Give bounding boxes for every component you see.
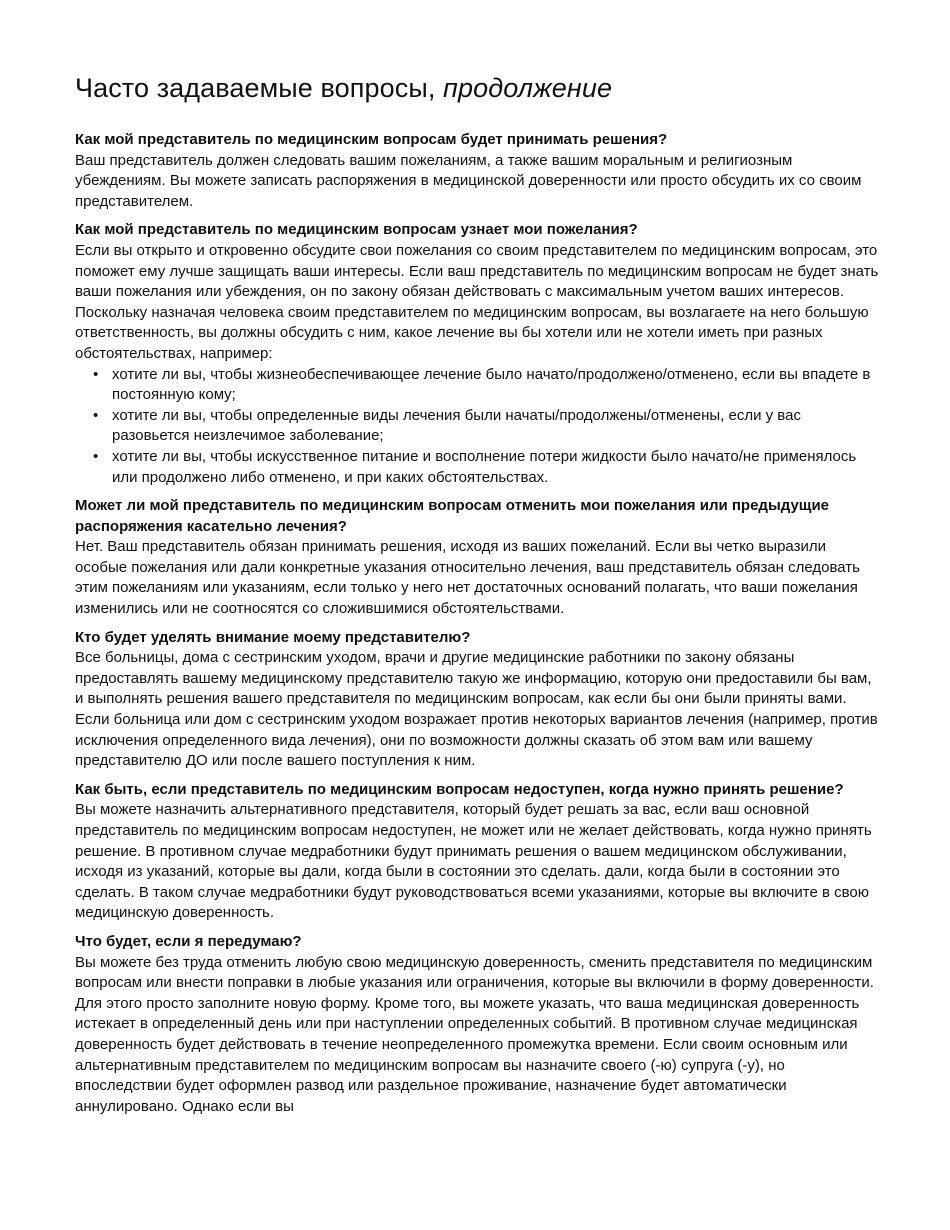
document-page — [75, 70, 880, 1125]
faq-answer: Вы можете назначить альтернативного представителя, который будет решать за вас, если ваш основной представитель по медицинским вопросам недоступен, не может или не желает действовать, когда нужно принять решение. В противном случае медработники будут принимать решения о вашем медицинском обслуживании, исходя из указаний, которые вы дали, когда были в состоянии это сделать. дали, когда были в состоянии это сделать. В таком случае медработники будут руководствоваться всеми указаниями, которые вы включите в свою медицинскую доверенность. — [75, 801, 872, 922]
faq-section-override — [75, 496, 880, 620]
bullet-list — [75, 365, 880, 489]
list-item-text: хотите ли вы, чтобы искусственное питание и восполнение потери жидкости было начато/не применялось или продолжено либо отменено, и при каких обстоятельствах. — [112, 447, 857, 486]
list-item-text: хотите ли вы, чтобы определенные виды лечения были начаты/продолжены/отменены, если у вас разовьется неизлечимое заболевание; — [112, 406, 801, 445]
list-item — [93, 365, 880, 406]
faq-answer: Вы можете без труда отменить любую свою медицинскую доверенность, сменить представителя по медицинским вопросам или внести поправки в любые указания или ограничения, которые вы включили в форму доверенности. Для этого просто заполните новую форму. Кроме того, вы можете указать, что ваша медицинская доверенность истекает в определенный день или при наступлении определенных событий. В противном случае медицинская доверенность будет действовать в течение неопределенного промежутка времени. Если своим основным или альтернативным представителем по медицинским вопросам вы назначите своего (-ю) супруга (-у), но впоследствии будет оформлен развод или раздельное проживание, назначение будет автоматически аннулировано. Однако если вы — [75, 953, 874, 1115]
faq-section-wishes — [75, 220, 880, 488]
page-title — [75, 70, 880, 106]
faq-question: Как мой представитель по медицинским вопросам будет принимать решения? — [75, 131, 668, 148]
bullet-icon: • — [93, 406, 99, 424]
faq-question: Может ли мой представитель по медицинским вопросам отменить мои пожелания или предыдущие распоряжения касательно лечения? — [75, 497, 830, 535]
list-item-text: хотите ли вы, чтобы жизнеобеспечивающее лечение было начато/продолжено/отменено, если вы впадете в постоянную кому; — [112, 365, 871, 404]
faq-section-unavailable — [75, 780, 880, 924]
page-title-italic: продолжение — [443, 73, 613, 103]
faq-question: Что будет, если я передумаю? — [75, 932, 302, 950]
faq-section-decisions — [75, 130, 880, 212]
list-item — [93, 406, 880, 447]
faq-answer: Все больницы, дома с сестринским уходом, врачи и другие медицинские работники по закону обязаны предоставлять вашему медицинскому представителю такую же информацию, которую они предоставили бы вам, и выполнять решения вашего представителя по медицинским вопросам, как если бы они были приняты вами. Если больница или дом с сестринским уходом возражает против некоторых вариантов лечения (например, против исключения определенного вида лечения), они по возможности должны сказать об этом вам или вашему представителю ДО или после вашего поступления к ним. — [75, 649, 878, 770]
page-title-main: Часто задаваемые вопросы, — [75, 73, 436, 103]
faq-question: Кто будет уделять внимание моему представителю? — [75, 628, 471, 646]
bullet-icon: • — [93, 365, 99, 383]
faq-section-change-mind — [75, 932, 880, 1117]
bullet-icon: • — [93, 447, 99, 465]
faq-section-attention — [75, 628, 880, 772]
faq-answer: Если вы открыто и откровенно обсудите свои пожелания со своим представителем по медицинским вопросам, это поможет ему лучше защищать ваши интересы. Если ваш представитель по медицинским вопросам не будет знать ваши пожелания или убеждения, он по закону обязан действовать с максимальным учетом ваших интересов. Поскольку назначая человека своим представителем по медицинским вопросам, вы возлагаете на него большую ответственность, вы должны обсудить с ним, какое лечение вы бы хотели или не хотели иметь при разных обстоятельствах, например: — [75, 241, 879, 362]
faq-answer: Ваш представитель должен следовать вашим пожеланиям, а также вашим моральным и религиозным убеждениям. Вы можете записать распоряжения в медицинской доверенности или просто обсудить их со своим представителем. — [75, 151, 862, 210]
faq-question: Как мой представитель по медицинским вопросам узнает мои пожелания? — [75, 221, 638, 239]
faq-answer: Нет. Ваш представитель обязан принимать решения, исходя из ваших пожеланий. Если вы четко выразили особые пожелания или дали конкретные указания относительно лечения, ваш представитель обязан следовать этим пожеланиям или указаниям, если только у него нет достаточных оснований полагать, что ваши пожелания изменились или не соотносятся со сложившимися обстоятельствами. — [75, 538, 860, 618]
faq-question: Как быть, если представитель по медицинским вопросам недоступен, когда нужно принять решение? — [75, 780, 844, 798]
list-item — [93, 447, 880, 488]
